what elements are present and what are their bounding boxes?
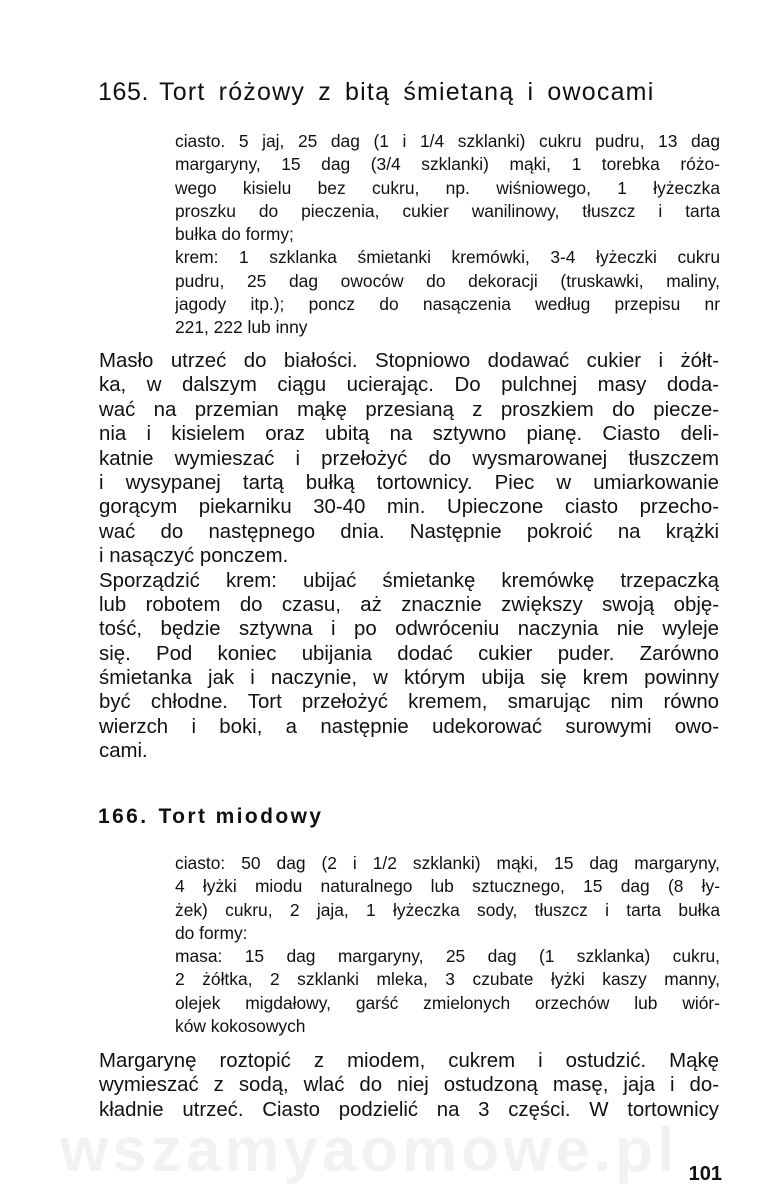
ingredient-line: krem: 1 szklanka śmietanki kremówki, 3-4 łyżeczki cukru bbox=[175, 247, 720, 268]
paragraph-line: Sporządzić krem: ubijać śmietankę kremówkę trzepaczką bbox=[99, 569, 719, 592]
ingredient-line: 4 łyżki miodu naturalnego lub sztucznego, 15 dag (8 ły- bbox=[175, 876, 720, 897]
ingredient-line: do formy: bbox=[175, 922, 248, 943]
ingredient-line: ków kokosowych bbox=[175, 1016, 306, 1037]
recipe-165-title bbox=[98, 80, 654, 105]
watermark: wszamyaomowe.pl bbox=[60, 1116, 679, 1185]
ingredient-line: proszku do pieczenia, cukier wanilinowy, tłuszcz i tarta bbox=[175, 200, 720, 221]
ingredient-line: bułka do formy; bbox=[175, 224, 294, 245]
ingredient-line: olejek migdałowy, garść zmielonych orzechów lub wiór- bbox=[175, 992, 720, 1013]
paragraph-line: wać do następnego dnia. Następnie pokroić na krążki bbox=[99, 520, 719, 543]
ingredient-line: masa: 15 dag margaryny, 25 dag (1 szklanka) cukru, bbox=[175, 946, 720, 967]
recipe-166-title bbox=[98, 806, 323, 827]
ingredient-line: 221, 222 lub inny bbox=[175, 317, 308, 338]
recipe-165-instructions bbox=[99, 349, 719, 764]
paragraph-line: wierzch i boki, a następnie udekorować surowymi owo- bbox=[99, 715, 719, 738]
paragraph-line: być chłodne. Tort przełożyć kremem, smarując nim równo bbox=[99, 691, 719, 714]
ingredient-line: jagody itp.); poncz do nasączenia według przepisu nr bbox=[175, 294, 720, 315]
ingredient-line: wego kisielu bez cukru, np. wiśniowego, 1 łyżeczka bbox=[175, 177, 720, 198]
paragraph-line: i nasączyć ponczem. bbox=[99, 545, 289, 568]
recipe-166-title-text: Tort miodowy bbox=[158, 805, 324, 828]
recipe-166-ingredients bbox=[175, 852, 720, 1038]
recipe-165-ingredients bbox=[175, 130, 720, 340]
ingredient-line: ciasto: 50 dag (2 i 1/2 szklanki) mąki, 15 dag margaryny, bbox=[175, 853, 720, 873]
paragraph-line: i wysypanej tartą bułką tortownicy. Piec w umiarkowanie bbox=[99, 471, 719, 494]
page-number: 101 bbox=[688, 1163, 722, 1185]
recipe-165-number: 165. bbox=[98, 78, 150, 106]
paragraph-line: wymieszać z sodą, wlać do niej ostudzoną masę, jaja i do- bbox=[99, 1074, 719, 1097]
paragraph-line: tość, będzie sztywna i po odwróceniu naczynia nie wyleje bbox=[99, 618, 719, 641]
paragraph-line: ka, w dalszym ciągu ucierając. Do pulchnej masy doda- bbox=[99, 374, 719, 397]
ingredient-line: ciasto. 5 jaj, 25 dag (1 i 1/4 szklanki) cukru pudru, 13 dag bbox=[175, 131, 720, 151]
paragraph-line: się. Pod koniec ubijania dodać cukier puder. Zarówno bbox=[99, 642, 719, 665]
ingredient-line: margaryny, 15 dag (3/4 szklanki) mąki, 1 torebka różo- bbox=[175, 154, 720, 175]
paragraph-line: wać na przemian mąkę przesianą z proszkiem do piecze- bbox=[99, 398, 719, 421]
paragraph-line: nia i kisielem oraz ubitą na sztywno pianę. Ciasto deli- bbox=[99, 423, 719, 446]
paragraph-line: Margarynę roztopić z miodem, cukrem i ostudzić. Mąkę bbox=[99, 1050, 719, 1072]
ingredient-line: pudru, 25 dag owoców do dekoracji (truskawki, maliny, bbox=[175, 270, 720, 291]
recipe-166-number: 166. bbox=[98, 805, 149, 828]
paragraph-line: katnie wymieszać i przełożyć do wysmarowanej tłuszczem bbox=[99, 447, 719, 470]
ingredient-line: żek) cukru, 2 jaja, 1 łyżeczka sody, tłuszcz i tarta bułka bbox=[175, 899, 720, 920]
paragraph-line: kładnie utrzeć. Ciasto podzielić na 3 części. W tortownicy bbox=[99, 1098, 719, 1121]
paragraph-line: śmietanka jak i naczynie, w którym ubija się krem powinny bbox=[99, 667, 719, 690]
ingredient-line: 2 żółtka, 2 szklanki mleka, 3 czubate łyżki kaszy manny, bbox=[175, 969, 720, 990]
paragraph-line: cami. bbox=[99, 740, 148, 763]
paragraph-line: gorącym piekarniku 30-40 min. Upieczone ciasto przecho- bbox=[99, 496, 719, 519]
recipe-166-instructions bbox=[99, 1049, 719, 1122]
recipe-165-title-text: Tort różowy z bitą śmietaną i owocami bbox=[159, 78, 655, 106]
paragraph-line: lub robotem do czasu, aż znacznie zwiększy swoją obję- bbox=[99, 593, 719, 616]
paragraph-line: Masło utrzeć do białości. Stopniowo dodawać cukier i żółt- bbox=[99, 350, 719, 372]
